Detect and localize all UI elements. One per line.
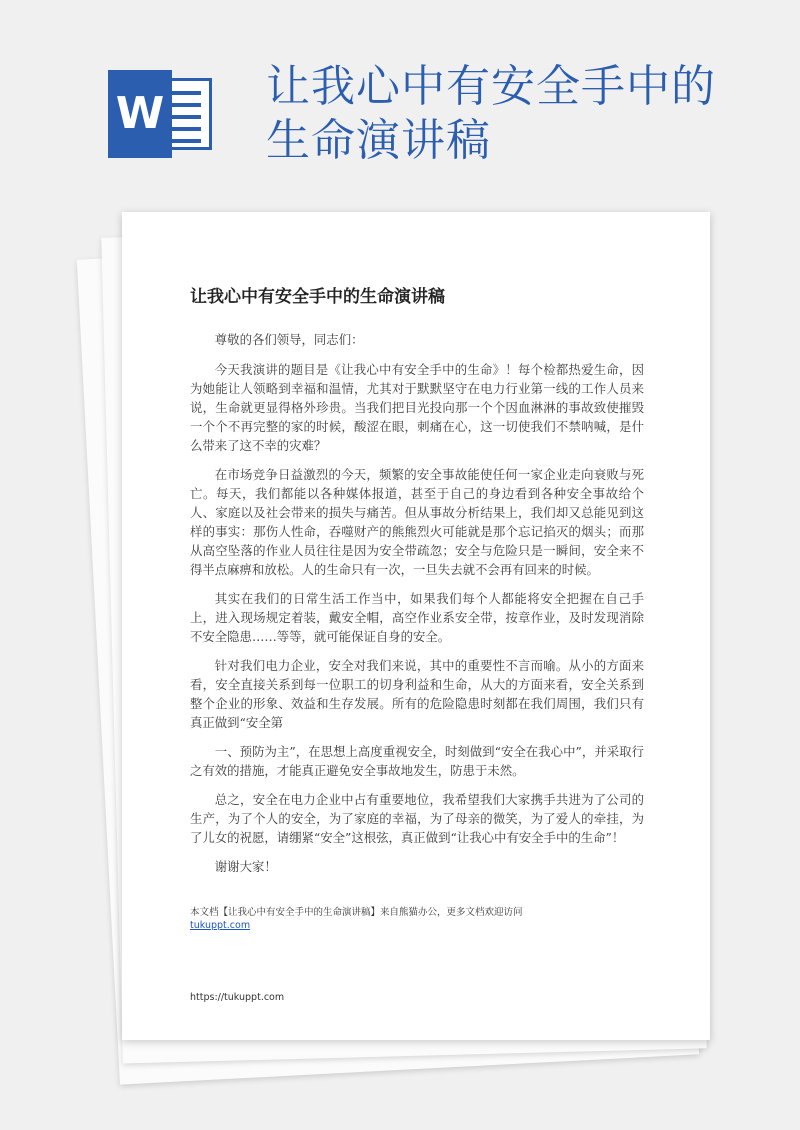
closing: 谢谢大家！ bbox=[214, 859, 277, 874]
word-letter-icon: W bbox=[108, 70, 172, 158]
paragraph-3: 其实在我们的日常生活工作当中，如果我们每个人都能将安全把握在自己手上，进入现场规定着装，戴安全帽，高空作业系安全带，按章作业，及时发现消除不安全隐患……等等，就可能保证自身的安全。 bbox=[190, 591, 644, 644]
page-url: https://tukuppt.com bbox=[190, 992, 285, 1003]
paragraph-2: 在市场竞争日益激烈的今天，频繁的安全事故能使任何一家企业走向衰败与死亡。每天，我们都能以各种媒体报道，甚至于自己的身边看到各种安全事故给个人、家庭以及社会带来的损失与痛苦。但从事故分析结果上，我们却又总能见到这样的事实：那伤人性命，吞噬财产的熊熊烈火可能就是那个忘记掐灭的烟头；而那从高空坠落的作业人员往往是因为安全带疏忽；安全与危险只是一瞬间，安全来不得半点麻痹和放松。人的生命只有一次，一旦失去就不会再有回来的时候。 bbox=[190, 467, 644, 577]
source-link[interactable]: tukuppt.com bbox=[190, 920, 251, 931]
word-document-icon bbox=[108, 70, 212, 158]
salutation: 尊敬的各们领导，同志们： bbox=[214, 332, 364, 347]
document-title: 让我心中有安全手中的生命演讲稿 bbox=[190, 287, 445, 307]
source-note-text: 本文档【让我心中有安全手中的生命演讲稿】来自熊猫办公，更多文档欢迎访问 bbox=[190, 907, 523, 918]
paragraph-4: 针对我们电力企业，安全对我们来说，其中的重要性不言而喻。从小的方面来看，安全直接关系到每一位职工的切身利益和生命，从大的方面来看，安全关系到整个企业的形象、效益和生存发展。所有的危险隐患时刻都在我们周围，我们只有真正做到“安全第 bbox=[190, 658, 644, 730]
paragraph-6: 总之，安全在电力企业中占有重要地位，我希望我们大家携手共进为了公司的生产，为了个人的安全，为了家庭的幸福，为了母亲的微笑，为了爱人的牵挂，为了儿女的祝愿，请绷紧“安全”这根弦，真正做到“让我心中有安全手中的生命”！ bbox=[190, 792, 644, 845]
source-note bbox=[190, 906, 644, 932]
paragraph-1: 今天我演讲的题目是《让我心中有安全手中的生命》！每个检都热爱生命，因为她能让人领略到幸福和温情，尤其对于默默坚守在电力行业第一线的工作人员来说，生命就更显得格外珍贵。当我们把目光投向那一个个因血淋淋的事故致使摧毁一个个不再完整的家的时候，酸涩在眼，刺痛在心，这一切使我们不禁呐喊，是什么带来了这不幸的灾难？ bbox=[190, 362, 644, 453]
header-title: 让我心中有安全手中的生命演讲稿 bbox=[266, 61, 716, 166]
document-page bbox=[122, 212, 710, 1040]
paragraph-5: 一、预防为主”，在思想上高度重视安全，时刻做到“安全在我心中”，并采取行之有效的措施，才能真正避免安全事故地发生，防患于未然。 bbox=[190, 744, 644, 778]
document-body bbox=[190, 330, 644, 886]
